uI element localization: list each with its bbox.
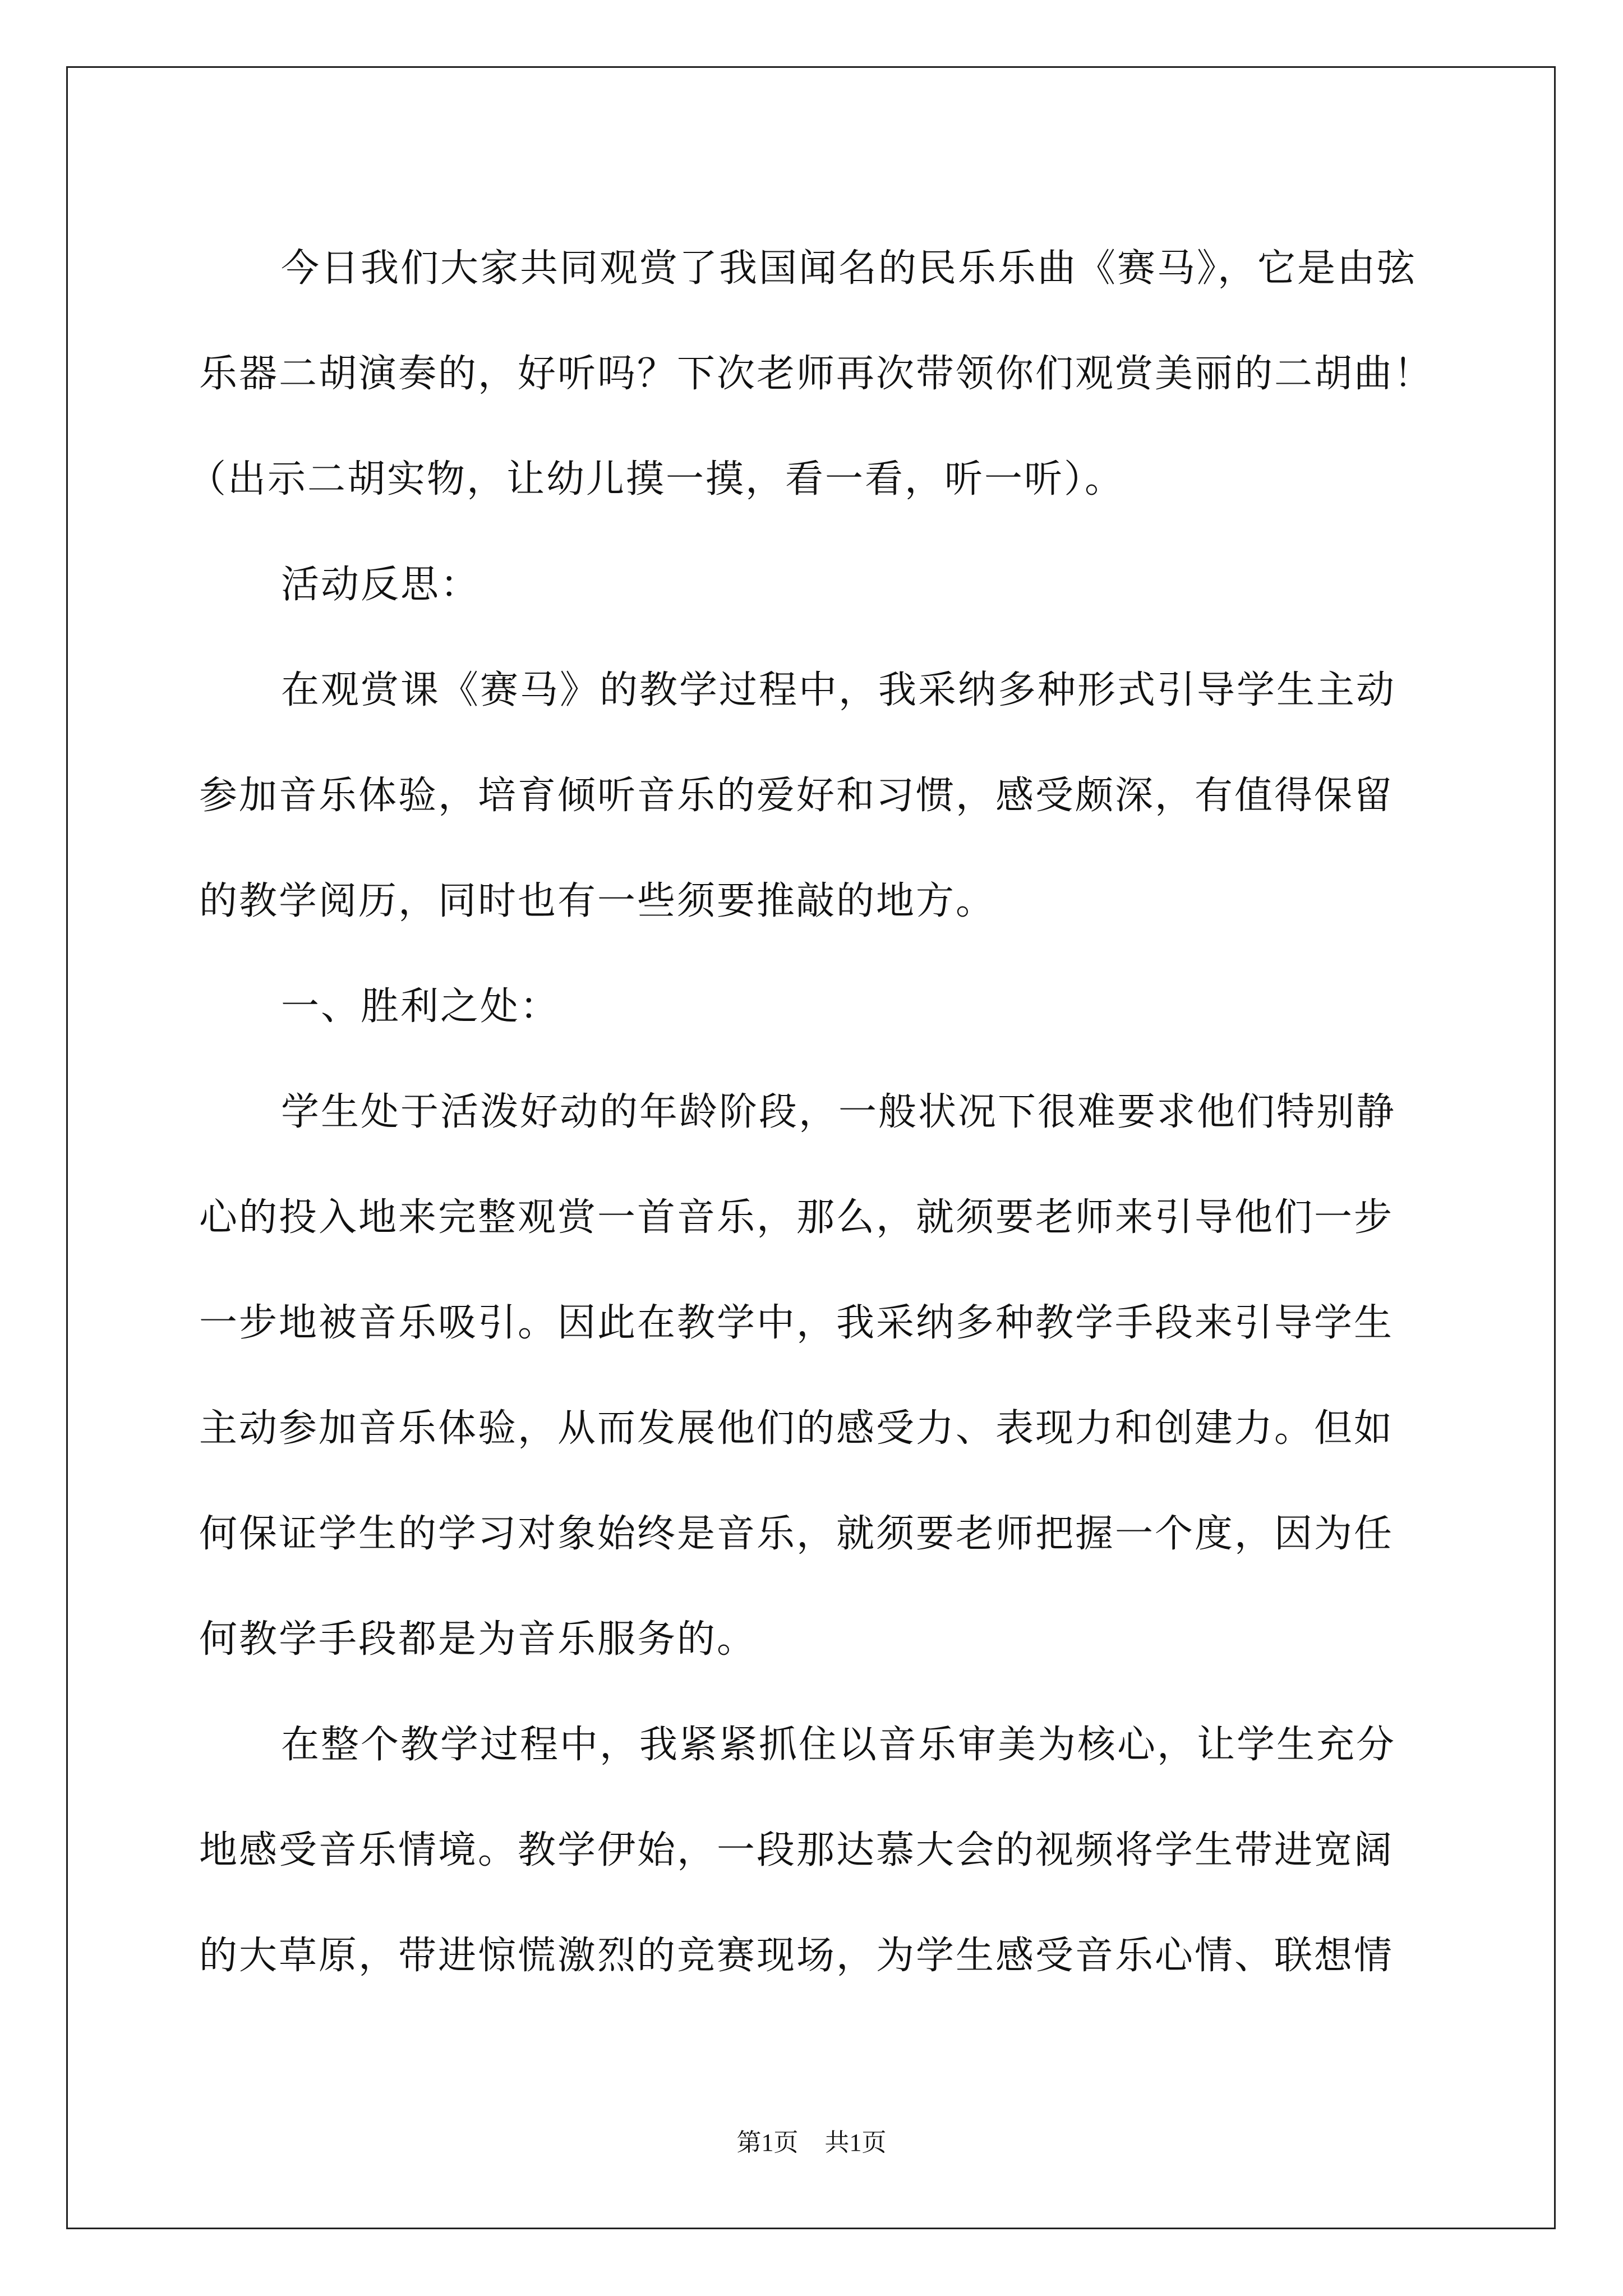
text-line-14: 何教学手段都是为音乐服务的。 bbox=[199, 1617, 757, 1662]
page-footer bbox=[0, 2126, 1623, 2160]
text-line-10: 心的投入地来完整观赏一首音乐，那么，就须要老师来引导他们一步 bbox=[199, 1195, 1394, 1240]
text-line-2: 乐器二胡演奏的，好听吗？下次老师再次带领你们观赏美丽的二胡曲！ bbox=[199, 352, 1434, 396]
section-heading-success: 一、胜利之处： bbox=[281, 984, 560, 1029]
section-heading-reflection: 活动反思： bbox=[281, 563, 481, 607]
text-line-7: 的教学阅历，同时也有一些须要推敲的地方。 bbox=[199, 879, 996, 923]
page-number: 第1页 bbox=[736, 2129, 799, 2156]
text-line-11: 一步地被音乐吸引。因此在教学中，我采纳多种教学手段来引导学生 bbox=[199, 1301, 1394, 1345]
text-line-12: 主动参加音乐体验，从而发展他们的感受力、表现力和创建力。但如 bbox=[199, 1406, 1394, 1451]
text-line-6: 参加音乐体验，培育倾听音乐的爱好和习惯，感受颇深，有值得保留 bbox=[199, 774, 1394, 818]
document-body bbox=[188, 216, 1434, 2009]
text-line-17: 的大草原，带进惊慌激烈的竞赛现场，为学生感受音乐心情、联想情 bbox=[199, 1934, 1394, 1978]
text-line-9: 学生处于活泼好动的年龄阶段，一般状况下很难要求他们特别静 bbox=[281, 1090, 1396, 1134]
page-total: 共1页 bbox=[824, 2129, 887, 2156]
text-line-1: 今日我们大家共同观赏了我国闻名的民乐乐曲《赛马》，它是由弦 bbox=[281, 246, 1417, 291]
text-line-3: （出示二胡实物，让幼儿摸一摸，看一看，听一听）。 bbox=[188, 457, 1125, 501]
text-line-16: 地感受音乐情境。教学伊始，一段那达慕大会的视频将学生带进宽阔 bbox=[199, 1828, 1394, 1872]
text-line-15: 在整个教学过程中，我紧紧抓住以音乐审美为核心，让学生充分 bbox=[281, 1723, 1396, 1767]
text-line-5: 在观赏课《赛马》的教学过程中，我采纳多种形式引导学生主动 bbox=[281, 668, 1396, 712]
text-line-13: 何保证学生的学习对象始终是音乐，就须要老师把握一个度，因为任 bbox=[199, 1512, 1394, 1556]
